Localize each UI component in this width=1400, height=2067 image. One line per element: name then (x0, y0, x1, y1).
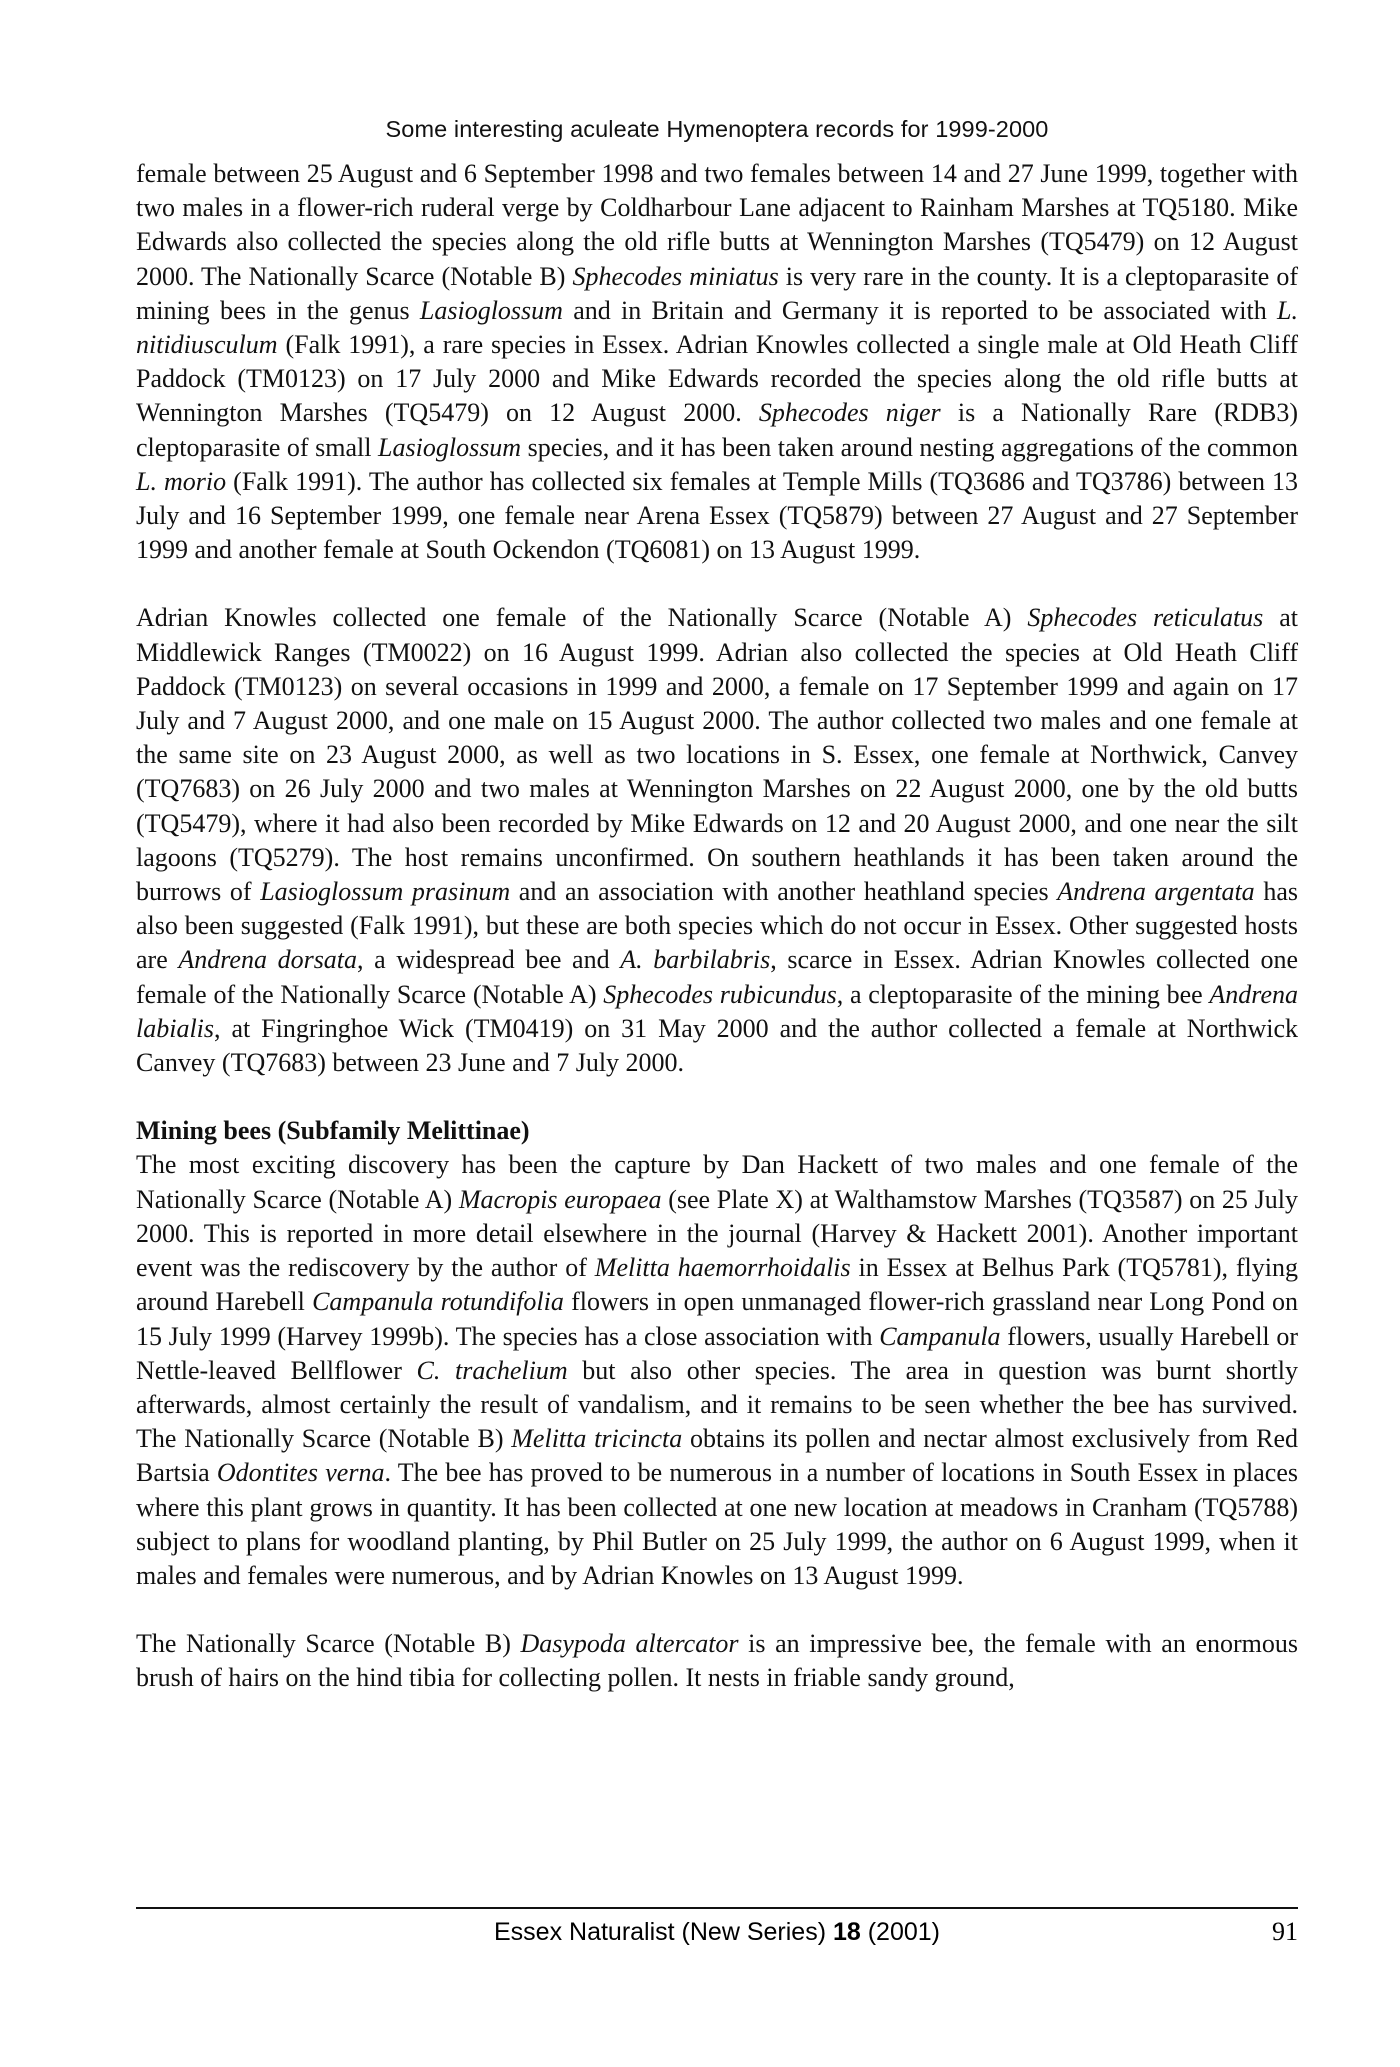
text-run: , at Fingringhoe Wick (TM0419) on 31 May 2000 and the author collected a female at Northwick Canvey (TQ7683) between 23 June and 7 July 2000. (136, 1013, 1298, 1078)
text-run: , a cleptoparasite of the mining bee (836, 979, 1210, 1009)
species-name: A. barbilabris (620, 945, 771, 975)
paragraph (136, 601, 1298, 1080)
text-run: , scarce in Essex. Adrian Knowles collected one female of the Nationally Scarce (Notable A) (136, 945, 1298, 1009)
text-run: is an impressive bee, the female with an enormous brush of hairs on the hind tibia for collecting pollen. It nests in friable sandy ground, (136, 1629, 1298, 1693)
article-body (136, 157, 1298, 1696)
text-run: has also been suggested (Falk 1991), but these are both species which do not occur in Essex. Other suggested hosts are (136, 877, 1298, 975)
text-run: is a Nationally Rare (RDB3) cleptoparasite of small (136, 398, 1298, 462)
species-name: Andrena dorsata (178, 945, 358, 975)
species-name: Sphecodes niger (758, 398, 941, 428)
text-run: , a widespread bee and (357, 945, 621, 975)
text-run: The most exciting discovery has been the capture by Dan Hackett of two males and one female of the Nationally Scarce (Notable A) (136, 1150, 1298, 1214)
species-name: Andrena labialis (136, 979, 1298, 1043)
species-name: Lasioglossum prasinum (260, 877, 511, 907)
text-run: (see Plate X) at Walthamstow Marshes (TQ3587) on 25 July 2000. This is reported in more detail elsewhere in the journal (Harvey & Hackett 2001). Another important event was the rediscovery by the author of (136, 1184, 1298, 1283)
text-run: and in Britain and Germany it is reported to be associated with (562, 295, 1278, 325)
paragraph (136, 1627, 1298, 1695)
text-run: flowers in open unmanaged flower-rich grassland near Long Pond on 15 July 1999 (Harvey 1999b). The species has a close association with (136, 1287, 1299, 1351)
footer-rule (136, 1907, 1298, 1909)
species-name: C. trachelium (416, 1355, 568, 1385)
species-name: L. nitidiusculum (136, 295, 1299, 360)
section-heading: Mining bees (Subfamily Melittinae) (136, 1116, 530, 1146)
journal-name: Essex Naturalist (New Series) (493, 1918, 833, 1946)
species-name: Campanula (879, 1321, 1001, 1351)
species-name: Sphecodes rubicundus (603, 979, 837, 1009)
text-run: flowers, usually Harebell or Nettle-leaved Bellflower (136, 1321, 1298, 1385)
species-name: Sphecodes miniatus (572, 261, 779, 291)
page-footer (136, 1916, 1298, 1948)
text-run: Adrian Knowles collected one female of the Nationally Scarce (Notable A) (136, 603, 1028, 633)
text-run: in Essex at Belhus Park (TQ5781), flying around Harebell (136, 1253, 1299, 1317)
text-run: (Falk 1991). The author has collected six females at Temple Mills (TQ3686 and TQ3786) between 13 July and 16 September 1999, one female near Arena Essex (TQ5879) between 27 August and 27 September 1999 and another female at South Ockendon (TQ6081) on 13 August 1999. (136, 466, 1298, 565)
paragraph (136, 1148, 1298, 1593)
journal-volume: 18 (832, 1918, 861, 1946)
text-run: at Middlewick Ranges (TM0022) on 16 August 1999. Adrian also collected the species at Old Heath Cliff Paddock (TM0123) on several occasions in 1999 and 2000, a female on 17 September 1999 and again on 17 July and 7 August 2000, and one male on 15 August 2000. The author collected two males and one female at the same site on 23 August 2000, as well as two locations in S. Essex, one female at Northwick, Canvey (TQ7683) on 26 July 2000 and two males at Wennington Marshes on 22 August 2000, one by the old butts (TQ5479), where it had also been recorded by Mike Edwards on 12 and 20 August 2000, and one near the silt lagoons (TQ5279). The host remains unconfirmed. On southern heathlands it has been taken around the burrows of (136, 603, 1299, 907)
text-run: species, and it has been taken around nesting aggregations of the common (521, 432, 1298, 462)
species-name: Odontites verna (216, 1458, 385, 1488)
text-run: . The bee has proved to be numerous in a number of locations in South Essex in places where this plant grows in quantity. It has been collected at one new location at meadows in Cranham (TQ5788) subject to plans for woodland planting, by Phil Butler on 25 July 1999, the author on 6 August 1999, when it males and females were numerous, and by Adrian Knowles on 13 August 1999. (136, 1458, 1298, 1590)
species-name: Macropis europaea (458, 1184, 662, 1214)
running-header: Some interesting aculeate Hymenoptera records for 1999-2000 (385, 116, 1049, 142)
paragraph (136, 157, 1298, 567)
species-name: Melitta tricincta (511, 1424, 683, 1454)
species-name: Sphecodes reticulatus (1027, 603, 1264, 633)
text-run: and an association with another heathland species (510, 877, 1058, 907)
text-run: but also other species. The area in question was burnt shortly afterwards, almost certainly the result of vandalism, and it remains to be seen whether the bee has survived. The Nationally Scarce (Notable B) (136, 1355, 1298, 1454)
page-content (136, 116, 1298, 1696)
species-name: Andrena argentata (1057, 877, 1255, 907)
text-run: is very rare in the county. It is a cleptoparasite of mining bees in the genus (136, 261, 1299, 325)
text-run: female between 25 August and 6 September 1998 and two females between 14 and 27 June 1999, together with two males in a flower-rich ruderal verge by Coldharbour Lane adjacent to Rainham Marshes at TQ5180. Mike Edwards also collected the species along the old rifle butts at Wennington Marshes (TQ5479) on 12 August 2000. The Nationally Scarce (Notable B) (136, 159, 1298, 291)
text-run: (Falk 1991), a rare species in Essex. Adrian Knowles collected a single male at Old Heath Cliff Paddock (TM0123) on 17 July 2000 and Mike Edwards recorded the species along the old rifle butts at Wennington Marshes (TQ5479) on 12 August 2000. (136, 330, 1298, 428)
species-name: Dasypoda altercator (520, 1629, 739, 1659)
journal-citation (136, 1916, 1298, 1948)
species-name: Lasioglossum (378, 432, 522, 462)
text-run: The Nationally Scarce (Notable B) (136, 1629, 521, 1659)
species-name: Melitta haemorrhoidalis (594, 1253, 851, 1283)
species-name: Campanula rotundifolia (312, 1287, 564, 1317)
species-name: L. morio (136, 466, 227, 496)
page-number: 91 (1272, 1917, 1298, 1946)
species-name: Lasioglossum (419, 295, 563, 325)
text-run: obtains its pollen and nectar almost exclusively from Red Bartsia (136, 1424, 1299, 1488)
journal-year: (2001) (860, 1918, 940, 1946)
